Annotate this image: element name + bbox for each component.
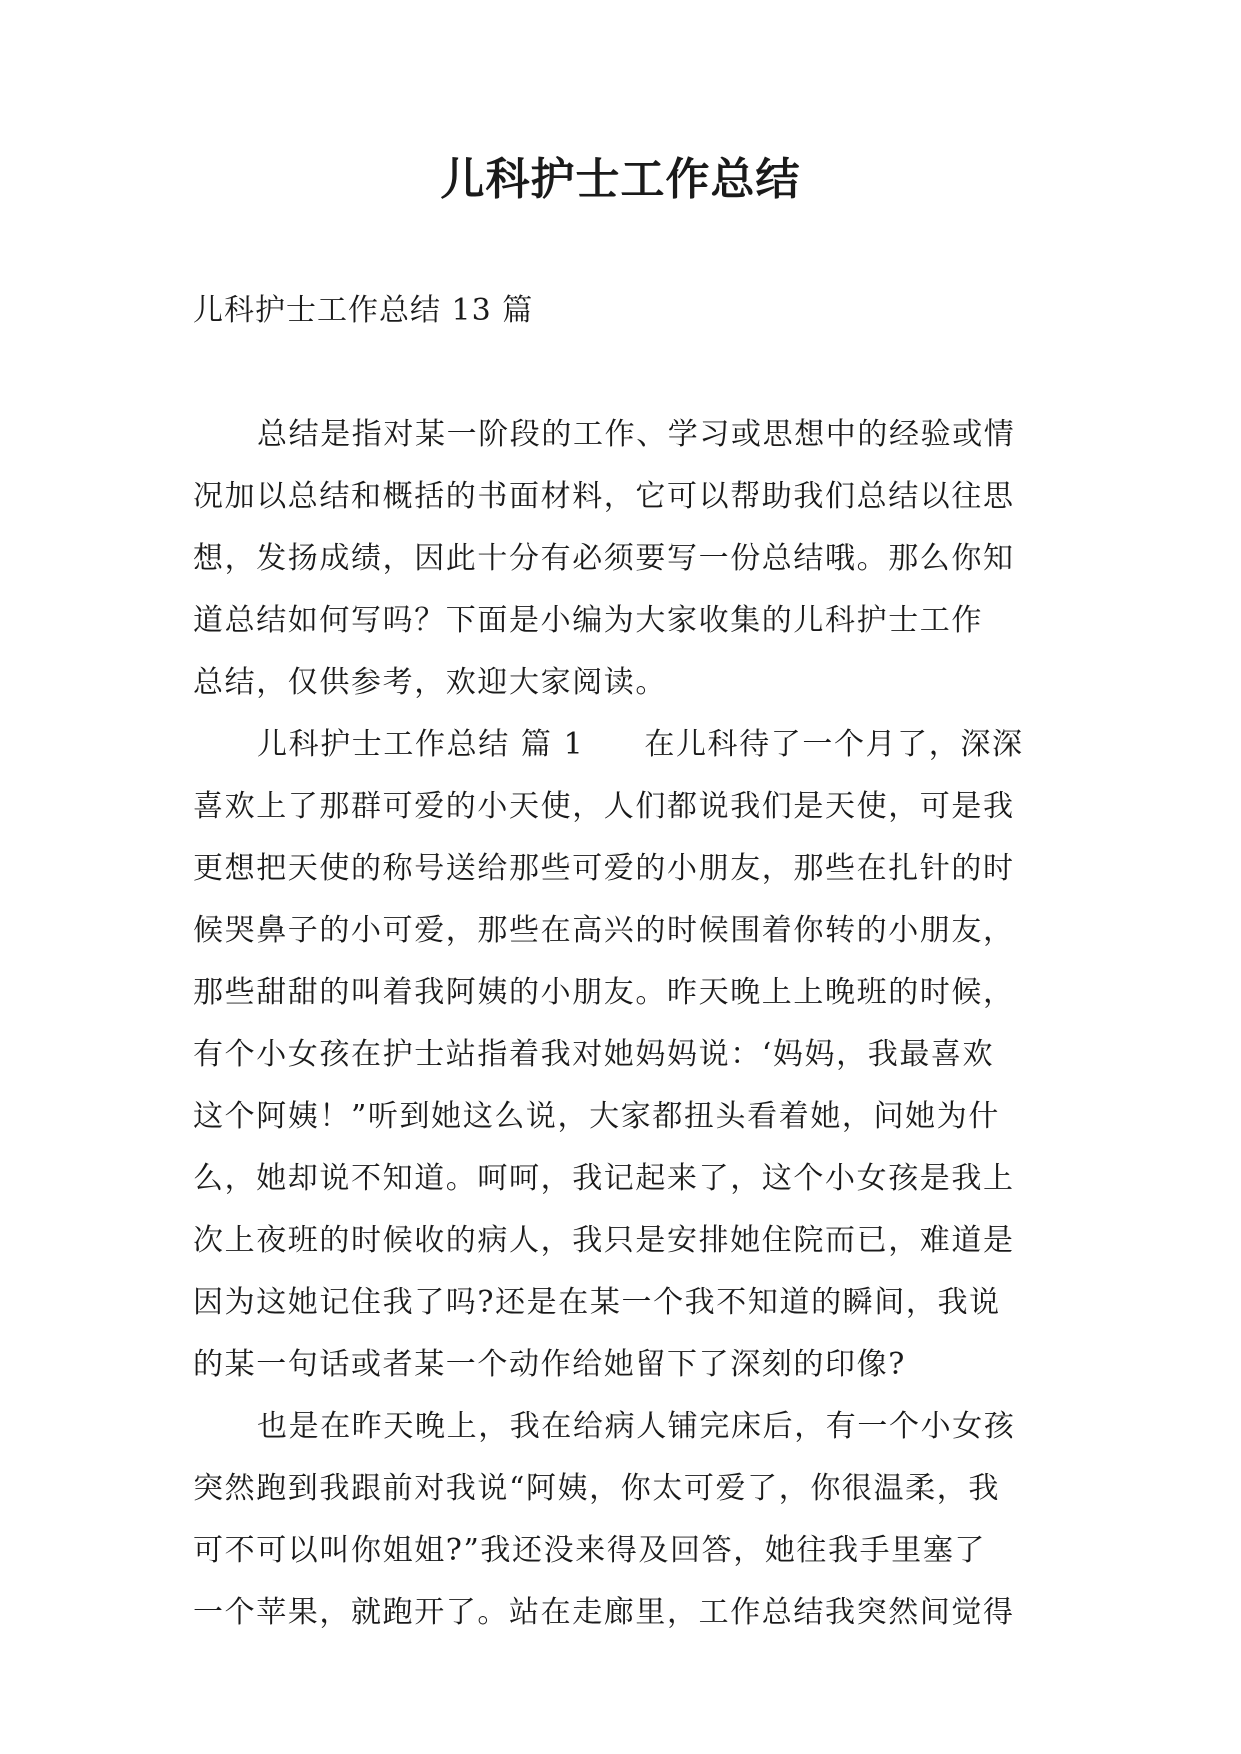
section-1-line: 更想把天使的称号送给那些可爱的小朋友，那些在扎针的时	[193, 851, 1015, 886]
section-1-line: 因为这她记住我了吗?还是在某一个我不知道的瞬间，我说	[193, 1285, 1001, 1320]
intro-line: 想，发扬成绩，因此十分有必须要写一份总结哦。那么你知	[193, 541, 1015, 576]
section-1-first-line	[193, 714, 1053, 776]
section-1-line: 有个小女孩在护士站指着我对她妈妈说：‘妈妈，我最喜欢	[193, 1037, 995, 1072]
section-1-heading: 儿科护士工作总结 篇 1	[257, 727, 585, 762]
paragraph-3-line: 一个苹果，就跑开了。站在走廊里，工作总结我突然间觉得	[193, 1595, 1015, 1630]
section-1-line: 的某一句话或者某一个动作给她留下了深刻的印像?	[193, 1347, 906, 1382]
intro-line: 道总结如何写吗？下面是小编为大家收集的儿科护士工作	[193, 603, 983, 638]
paragraph-3-line: 突然跑到我跟前对我说“阿姨，你太可爱了，你很温柔，我	[193, 1471, 1000, 1506]
section-1-line: 次上夜班的时候收的病人，我只是安排她住院而已，难道是	[193, 1223, 1015, 1258]
document-title: 儿科护士工作总结	[440, 154, 801, 205]
document-subtitle: 儿科护士工作总结 13 篇	[193, 293, 534, 328]
intro-line: 况加以总结和概括的书面材料，它可以帮助我们总结以往思	[193, 479, 1015, 514]
section-1-line: 喜欢上了那群可爱的小天使，人们都说我们是天使，可是我	[193, 789, 1015, 824]
intro-line: 总结是指对某一阶段的工作、学习或思想中的经验或情	[257, 417, 1016, 452]
section-1-line: 候哭鼻子的小可爱，那些在高兴的时候围着你转的小朋友，	[193, 913, 1015, 948]
section-1-line: 么，她却说不知道。呵呵，我记起来了，这个小女孩是我上	[193, 1161, 1015, 1196]
document-body	[193, 404, 1053, 1644]
section-1-line: 这个阿姨！”听到她这么说，大家都扭头看着她，问她为什	[193, 1099, 1000, 1134]
intro-line: 总结，仅供参考，欢迎大家阅读。	[193, 665, 667, 700]
section-1-first-text: 在儿科待了一个月了，深深	[644, 727, 1024, 762]
paragraph-3-line: 可不可以叫你姐姐?”我还没来得及回答，她往我手里塞了	[193, 1533, 987, 1568]
section-1-line: 那些甜甜的叫着我阿姨的小朋友。昨天晚上上晚班的时候，	[193, 975, 1015, 1010]
paragraph-3-line: 也是在昨天晚上，我在给病人铺完床后，有一个小女孩	[257, 1409, 1016, 1444]
